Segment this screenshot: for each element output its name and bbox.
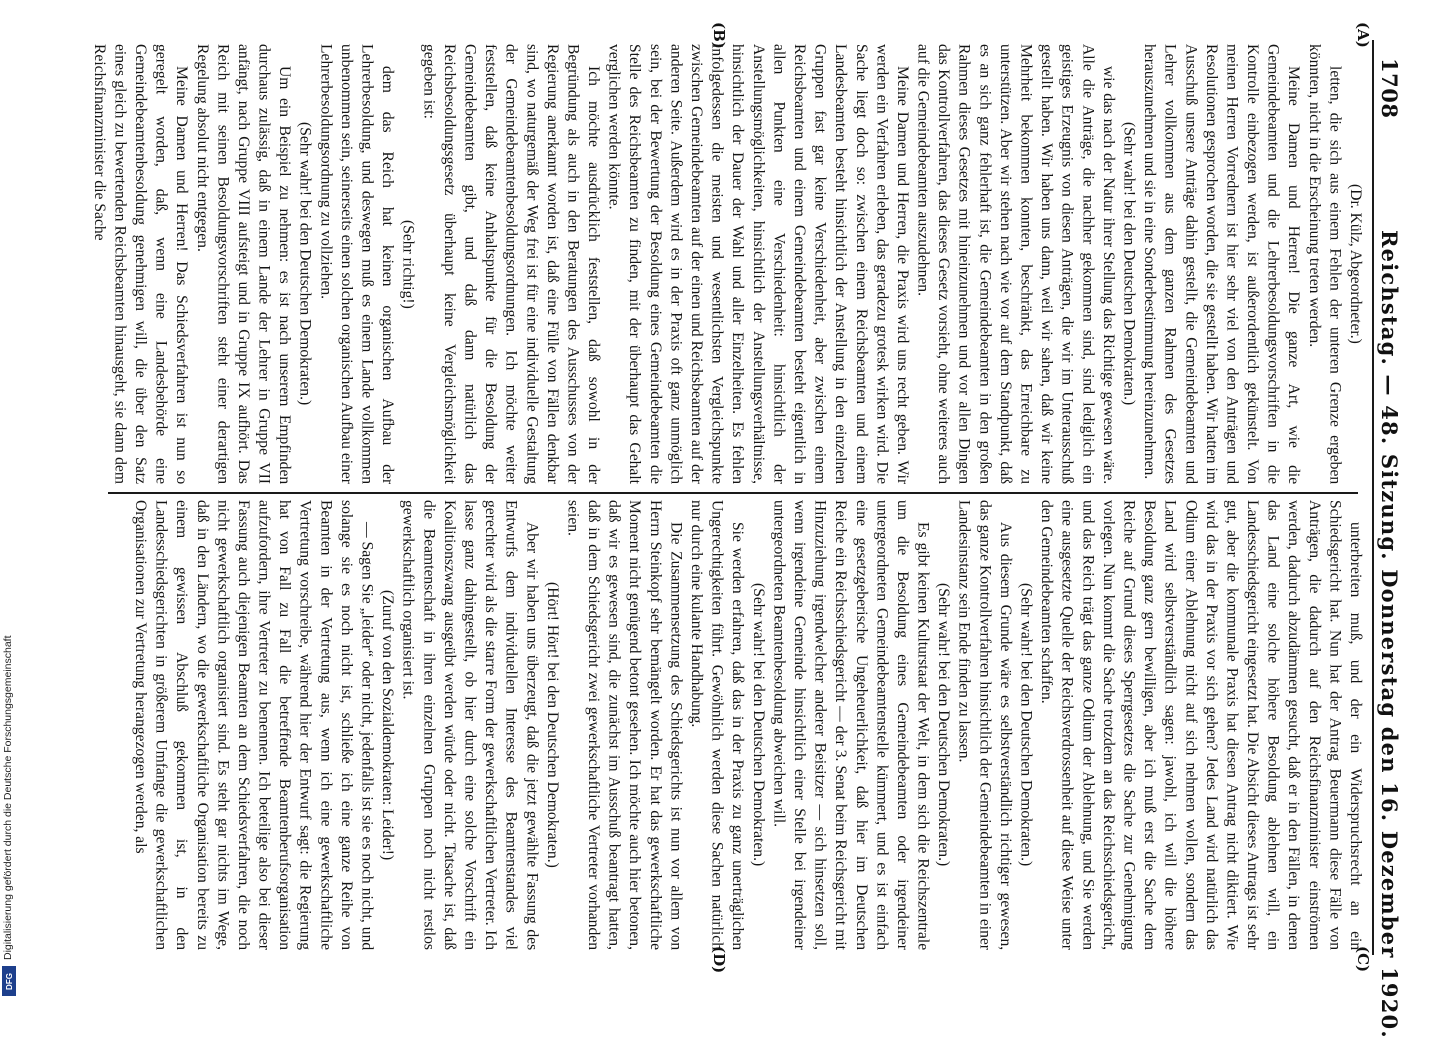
paragraph: Die Zusammensetzung des Schiedsgerichts ist nun vor allem von Herrn Steinkopf sehr bemängelt worden. Er hat das gewerkschaftliche Moment nicht genügend betont gesehen. Ich möchte auch hier betonen, daß wir es gewesen sind, die zunächst im Ausschuß beantragt hatten, daß in dem Schiedsgericht zwei gewerkschaftliche Vertreter vorhanden seien. (564, 500, 685, 950)
interjection: (Sehr wahr! bei den Deutschen Demokraten.) (749, 583, 767, 867)
paragraph: Um ein Beispiel zu nehmen: es ist nach unserem Empfinden durchaus zulässig, daß in einem Lande der Lehrer in Gruppe VII anfängt, nach Gruppe VIII aufsteigt und in Gruppe IX aufhört. Das Reich mit seinen Besoldungsvorschriften steht einer derartigen Regelung absolut nicht entgegen. (193, 44, 294, 484)
paragraph: Meine Damen und Herren! Die ganze Art, wie die Gemeindebeamten und die Lehrerbesoldungsvorschriften in die Kontrolle einbezogen werden, ist außerordentlich gekünstelt. Von meinen Herren Vorrednern ist hier sehr viel von den Anträgen und Resolutionen gesprochen worden, die sie gestellt haben. Wir hatten im Ausschuß unsere Anträge dahin gestellt, die Gemeindebeamten und Lehrer vollkommen aus dem ganzen Rahmen des Gesetzes herauszunehmen und sie in eine Sonderbestimmung hereinzunehmen. (1141, 44, 1303, 484)
page-header-title: Reichstag. — 48. Sitzung. Donnerstag den 16. Dezember 1920. (1377, 230, 1402, 1039)
margin-marker-c: (C) (1354, 946, 1372, 973)
interjection: (Sehr wahr! bei den Deutschen Demokraten.) (1017, 583, 1035, 867)
page-number: 1708 (1377, 58, 1402, 119)
interjection: (Hört! Hört! bei den Deutschen Demokraten.) (543, 582, 561, 868)
paragraph: Es gibt keinen Kulturstaat der Welt, in dem sich die Reichszentrale um die Besoldung eines Gemeindebeamten oder irgendeiner untergeordneten Gemeindebeamtenstelle kümmert, und es ist einfach eine gesetzgeberische Ungeheuerlichkeit, daß hier im Deutschen Reiche ein Reichsschiedsgericht — der 3. Senat beim Reichsgericht mit Hinzuziehung irgendwelcher anderer Beisitzer — sich hinsetzen soll, wenn irgendeine Gemeinde hinsichtlich einer Stelle bei irgendeiner untergeordneten Beamtenbesoldung abweichen will. (770, 500, 932, 950)
paragraph: Meine Damen und Herren! Das Schiedsverfahren ist nun so geregelt worden, daß, wenn eine Landesbehörde eine Gemeindebeamtenbesoldung genehmigen will, die über den Satz eines gleich zu bewertenden Reichsbeamten hinausgeht, sie dann dem Reichsfinanzminister die Sache (90, 44, 191, 484)
text-column-left (90, 44, 1365, 484)
margin-marker-d: (D) (710, 946, 728, 974)
interjection: (Sehr richtig!) (399, 219, 417, 309)
paragraph: Aber wir haben uns überzeugt, daß die jetzt gewählte Fassung des Entwurfs dem individuellen Interesse des Beamtenstandes viel gerechter wird als die starre Form der gewerkschaftlichen Vertreter. Ich lasse ganz dahingestellt, ob hier durch eine solche Vorschrift ein Koalitionszwang ausgeübt werden würde oder nicht. Tatsache ist, daß die Beamtenschaft in ihren einzelnen Gruppen noch nicht restlos gewerkschaftlich organisiert ist. (399, 500, 541, 950)
speaker-note: (Dr. Külz, Abgeordneter.) (1347, 184, 1364, 344)
margin-marker-b: (B) (710, 22, 728, 49)
interjection: (Sehr wahr! bei den Deutschen Demokraten.) (935, 583, 953, 867)
paragraph: dem das Reich hat keinen organischen Aufbau der Lehrerbesoldung, und deswegen muß es einem Lande vollkommen unbenommen sein, seinerseits einen solchen organischen Aufbau einer Lehrerbesoldungsordnung zu vollziehen. (317, 44, 397, 484)
interjection: (Sehr wahr! bei den Deutschen Demokraten.) (1120, 122, 1138, 406)
paragraph: Sie werden erfahren, daß das in der Praxis zu ganz unerträglichen Ungerechtigkeiten führt. Gewöhnlich werden diese Sachen natürlich nur durch eine kulante Handhabung. (688, 500, 747, 950)
paragraph: letten, die sich aus einem Fehlen der unteren Grenze ergeben könnten, nicht in die Erscheinung treten werden. (1305, 44, 1344, 484)
interjection: (Zuruf von den Sozialdemokraten: Leider!) (379, 589, 397, 861)
column-divider (108, 492, 1358, 494)
paragraph: wie das nach der Natur ihrer Stellung das Richtige gewesen wäre. Alle die Anträge, die nachher gekommen sind, sind lediglich ein geistiges Erzeugnis von diesen Anträgen, die wir im Unterausschuß gestellt haben. Wir haben uns dann, weil wir sahen, daß wir keine Mehrheit bekommen konnten, beschränkt, das Erreichbare zu unterstützen. Aber wir stehen nach wie vor auf dem Standpunkt, daß es an sich ganz fehlerhaft ist, die Gemeindebeamten in den großen Rahmen dieses Gesetzes mit hineinzunehmen und vor allen Dingen das Kontrollverfahren, das dieses Gesetz vorsieht, ohne weiteres auch auf die Gemeindebeamten auszudehnen. (914, 44, 1117, 484)
paragraph: unterbreiten muß, und der ein Widerspruchsrecht an ein Schiedsgericht hat. Nun hat der Antrag Beuermann diese Fälle von Anträgen, die dadurch auf den Reichsfinanzminister einströmen werden, dadurch abzudämmen gesucht, daß er in den Fällen, in denen das Land eine solche höhere Besoldung ablehnen will, ein Landesschiedsgericht eingesetzt hat. Die Absicht dieses Antrags ist sehr gut, aber die kommunale Praxis hat diesen Antrag nicht diktiert. Wie wird das in der Praxis vor sich gehen? Jedes Land wird natürlich das Odium einer Ablehnung nicht auf sich nehmen wollen, sondern das Land wird selbstverständlich sagen: jawohl, ich will die höhere Besoldung ganz gern bewilligen, aber ich muß erst die Sache dem Reiche auf Grund dieses Sperrgesetzes die Sache zur Genehmigung vorlegen. Nun kommt die Sache trotzdem an das Reichsschiedsgericht, und das Reich trägt das ganze Odium der Ablehnung, und Sie werden eine ausgesetzte Quelle der Reichsverdrossenheit auf diese Weise unter den Gemeindebeamten schaffen. (1038, 500, 1364, 950)
header-rule (1372, 40, 1374, 955)
paragraph: Ich möchte ausdrücklich feststellen, daß sowohl in der Begründung als auch in den Beratungen des Ausschusses von der Regierung anerkannt worden ist, daß eine Fülle von Fällen denkbar sind, wo naturgemäß der Weg frei ist für eine individuelle Gestaltung der Gemeindebeamtenbesoldungsordnungen. Ich möchte weiter feststellen, daß keine Anhaltspunkte für die Besoldung der Gemeindebeamten gibt, und daß dann natürlich das Reichsbesoldungsgesetz überhaupt keine Vergleichsmöglichkeit gegeben ist: (420, 44, 603, 484)
digitization-credit: Digitalisierung gefördert durch die Deutsche Forschungsgemeinschaft (2, 635, 14, 960)
text-column-right (110, 500, 1365, 950)
dfg-logo-icon: DFG (2, 966, 16, 996)
paragraph: Meine Damen und Herren, die Praxis wird uns recht geben. Wir werden ein Verfahren erleben, das geradezu grotesk wirken wird. Die Sache liegt doch so: zwischen einem Reichsbeamten und einem Landesbeamten besteht hinsichtlich der Anstellung in den einzelnen Gruppen fast gar keine Verschiedenheit, aber zwischen einem Reichsbeamten und einem Gemeindebeamten besteht eigentlich in allen Punkten eine Verschiedenheit: hinsichtlich der Anstellungsmöglichkeiten, hinsichtlich der Anstellungsverhältnisse, hinsichtlich der Dauer der Wahl und aller Einzelheiten. Es fehlen infolgedessen die meisten und wesentlichsten Vergleichspunkte zwischen Gemeindebeamten auf der einen und Reichsbeamten auf der anderen Seite. Außerdem wird es in der Praxis oft ganz unmöglich sein, bei der Bewertung der Besoldung eines Gemeindebeamten die Stelle des Reichsbeamten zu finden, mit der überhaupt das Gehalt verglichen werden könnte. (605, 44, 911, 484)
paragraph: — Sagen Sie „leider“ oder nicht, jedenfalls ist sie es noch nicht, und solange sie es noch nicht ist, schließe ich eine ganze Reihe von Beamten in der Vertretung aus, wenn ich eine gewerkschaftliche Vertretung vorschreibe, während hier der Entwurf sagt: die Regierung hat von Fall zu Fall die betreffende Beamtenberufsorganisation aufzufordern, ihre Vertreter zu benennen. Ich beteilige also bei dieser Fassung auch diejenigen Beamten an dem Schiedsverfahren, die noch nicht gewerkschaftlich organisiert sind. Es steht gar nichts im Wege, daß in den Ländern, wo die gewerkschaftliche Organisation bereits zu einem gewissen Abschluß gekommen ist, in den Landesschiedsgerichten in größerem Umfange die gewerkschaftlichen Organisationen zur Vertretung herangezogen werden, als (131, 500, 376, 950)
interjection: (Sehr wahr! bei den Deutschen Demokraten.) (296, 122, 314, 406)
paragraph: Aus diesem Grunde wäre es selbstverständlich richtiger gewesen, das ganze Kontrollverfahren hinsichtlich der Gemeindebeamten in einer Landesinstanz sein Ende finden zu lassen. (955, 500, 1014, 950)
margin-marker-a: (A) (1354, 22, 1372, 48)
